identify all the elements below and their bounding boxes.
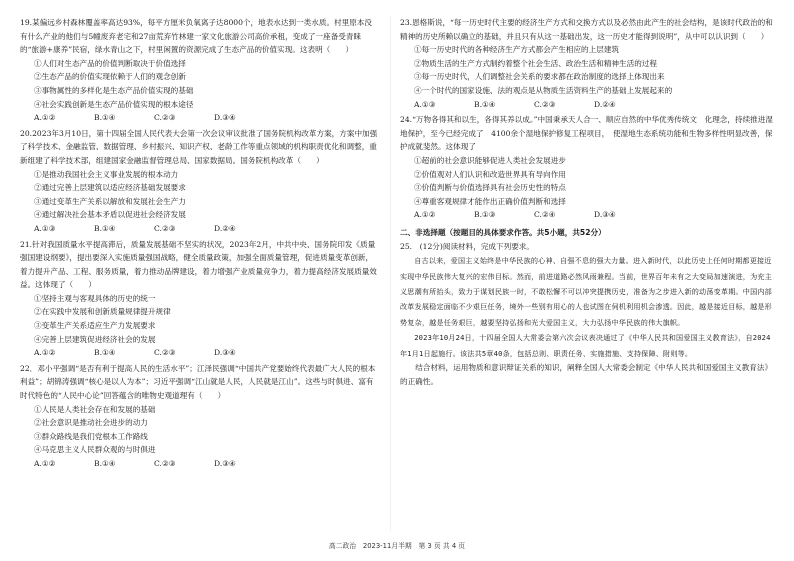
section-heading: 二、非选择题（按题目的具体要求作答。共5小题，共52分） xyxy=(400,227,606,237)
option-3: ③事物属性的多样化是生态产品价值实现的基础 xyxy=(34,85,194,95)
option-1: ①每一历史时代的各种经济生产方式都会产生相应的上层建筑 xyxy=(414,45,620,55)
question-20 xyxy=(20,127,378,236)
option-1: ①坚持主观与客观具体的历史的统一 xyxy=(34,293,156,303)
question-23 xyxy=(400,16,774,111)
left-column xyxy=(20,16,378,471)
answer-a: A.①③ xyxy=(34,223,56,233)
answer-choices xyxy=(400,98,774,112)
answer-a: A.①② xyxy=(34,348,56,358)
answer-d: D.②④ xyxy=(594,99,616,109)
answer-choices xyxy=(20,457,378,471)
question-stem: 21.针对我国质量水平提高滞后，质量发展基础不坚实的状况，2023年2月，中共中央、国务院印发《质量强国建设纲要》，提出要深入实施质量强国战略，健全质量政策，加强全面质量管理，促进质量变革创新，着力提升产品、工程、服务质量，着力推动品牌建设，着力增强产业质量竞争力，着力提高经济发展质量效益。这体现了（ ） xyxy=(20,239,377,290)
answer-choices xyxy=(20,111,378,125)
option-2: ②通过完善上层建筑以适应经济基础发展要求 xyxy=(34,183,186,193)
answer-choices xyxy=(20,222,378,236)
answer-d: D.②④ xyxy=(214,223,236,233)
answer-c: C.②③ xyxy=(534,99,556,109)
answer-b: B.①③ xyxy=(474,210,496,220)
material-paragraph-2: 2023年10月24日，十四届全国人大常委会第六次会议表决通过了《中华人民共和国爱国主义教育法》，自2024年1月1日起施行。该法共5章40条，包括总则、职责任务、实施措施、支持保障、附则等。 xyxy=(400,333,771,358)
question-stem: 23.恩格斯说，“每一历史时代主要的经济生产方式和交换方式以及必然由此产生的社会结构，是该时代政治的和精神的历史所赖以确立的基础，并且只有从这一基础出发，这一历史才能得到说明”，从中可以认识到（ ） xyxy=(400,18,773,41)
answer-c: C.②③ xyxy=(154,348,176,358)
answer-a: A.①③ xyxy=(414,99,436,109)
answer-a: A.①② xyxy=(34,459,56,468)
answer-c: C.②③ xyxy=(154,113,176,123)
option-2: ②生态产品的价值实现依赖于人们的观念创新 xyxy=(34,72,186,82)
question-requirement: 结合材料，运用物质和意识辩证关系的知识，阐释全国人大常委会制定《中华人民共和国爱国主义教育法》的正确性。 xyxy=(400,362,773,386)
answer-b: B.①④ xyxy=(94,223,116,233)
option-4: ④尊重客观规律才能作出正确价值判断和选择 xyxy=(414,196,566,206)
answer-choices xyxy=(400,208,774,222)
answer-c: C.②④ xyxy=(534,210,556,220)
option-3: ③群众路线是我们党根本工作路线 xyxy=(34,431,148,441)
right-column xyxy=(400,16,774,388)
option-4: ④通过解决社会基本矛盾以促进社会经济发展 xyxy=(34,210,186,220)
answer-b: B.①④ xyxy=(94,459,116,468)
material-paragraph-1: 自古以来，爱国主义始终是中华民族的心神、自强不息的强大力量。进入新时代，以此历史上任何时期都更接近实现中华民族伟大复兴的宏伟目标。然而，前进道路必然风雨兼程。当前，世界百年未有之大变局加速演进，为充主义思潮有所抬头，致力于谋划民族一时，不敢松懈不可以冲突提携历史，准备为之步进入新的动荡变革期。中国内部改革发展稳定面临不少艰巨任务，境外一些别有用心的人也试图在伺机利用机会渗透。因此，越是接近目标，越是形势复杂，越是任务艰巨，越要坚持弘扬和光大爱国主义，大力弘扬中华民族的伟大旗帜。 xyxy=(400,256,772,327)
answer-d: D.③④ xyxy=(594,210,616,220)
answer-b: B.①④ xyxy=(474,99,496,109)
question-21 xyxy=(20,238,378,360)
question-stem: 24.“万物各得其和以生，各得其养以成。”中国秉承天人合一、顺应自然的中华优秀传统文 化理念，持续推进湿地保护，至今已经完成了 4100余个湿地保护修复工程项目， 使湿地生态系统功能和生物多样性明显改善，保护成就斐然。这体现了 xyxy=(400,115,773,152)
question-19 xyxy=(20,16,378,125)
option-4: ④一个时代的国家设施、法的观点是从物质生活资料生产的基础上发展起来的 xyxy=(414,85,673,95)
question-stem: 19.某偏远乡村森林覆盖率高达93%，每平方厘米负氧离子达8000个，地表水达到一类水质。村里原本没有什么产业的他们与5幢废弃老宅和27亩荒弃竹林建一家文化旅游公司高价承租，变成了一座备受青睐的“旅游+康养”民宿，绿水青山之下，村里闲置的资源完成了生态产品的价值实现。这表明（ ） xyxy=(20,18,373,55)
option-2: ②价值观对人们认识和改造世界具有导向作用 xyxy=(414,169,566,179)
answer-c: C.②③ xyxy=(154,459,176,468)
option-4: ④马克思主义人民群众观的与时俱进 xyxy=(34,445,156,455)
option-2: ②社会意识是推动社会进步的动力 xyxy=(34,418,148,428)
option-1: ①是推动我国社会主义事业发展的根本动力 xyxy=(34,169,179,179)
column-divider xyxy=(390,16,391,531)
option-3: ③通过变革生产关系以解放和发展社会生产力 xyxy=(34,196,186,206)
option-2: ②在实践中发展和创新质量规律提升规律 xyxy=(34,307,171,317)
question-22 xyxy=(20,362,378,471)
answer-d: D.③④ xyxy=(214,348,236,358)
question-stem: 22．邓小平强调“是否有利于提高人民的生活水平”；江泽民强调“中国共产党要始终代表最广大人民的根本利益”；胡锦涛强调“核心是以人为本”；习近平强调“江山就是人民，人民就是江山”。这些与时俱进、富有时代特色的“人民中心论”回答蕴含的唯物史观道理有（ ） xyxy=(20,363,376,401)
answer-d: D.③④ xyxy=(214,113,236,123)
option-2: ②物质生活的生产方式制约着整个社会生活、政治生活和精神生活的过程 xyxy=(414,58,657,68)
option-1: ①超前的社会意识能够促进人类社会发展进步 xyxy=(414,155,566,165)
question-25 xyxy=(400,240,774,389)
option-1: ①人们对生态产品的价值判断取决于价值选择 xyxy=(34,58,186,68)
answer-a: A.①② xyxy=(34,113,56,123)
answer-c: C.②③ xyxy=(154,223,176,233)
option-4: ④社会实践创新是生态产品价值实现的根本途径 xyxy=(34,99,194,109)
answer-b: B.①④ xyxy=(94,113,116,123)
option-3: ③价值判断与价值选择具有社会历史性的特点 xyxy=(414,183,566,193)
answer-d: D.③④ xyxy=(214,459,236,468)
answer-b: B.①④ xyxy=(94,348,116,358)
option-3: ③变革生产关系适应生产力发展要求 xyxy=(34,321,156,331)
question-stem: 25. (12分)阅读材料，完成下列要求。 xyxy=(400,241,534,251)
answer-a: A.①② xyxy=(414,210,436,220)
option-3: ③每一历史时代，人们调整社会关系的要求都在政治制度的选择上体现出来 xyxy=(414,72,665,82)
option-4: ④完善上层建筑促进经济社会的发展 xyxy=(34,334,156,344)
question-stem: 20.2023年3月10日，第十四届全国人民代表大会第一次会议审议批准了国务院机构改革方案，方案中加强了科学技术、金融监管、数据管理、乡村振兴、知识产权、老龄工作等重点领域的机构职责优化和调整，重新组建了科学技术部，组建国家金融监督管理总局、国家数据局。国务院机构改革（ ） xyxy=(20,128,378,165)
page-footer: 高二政治 2023-11月半期 第 3 页 共 4 页 xyxy=(328,542,466,550)
answer-choices xyxy=(20,346,378,360)
option-1: ①人民是人类社会存在和发展的基础 xyxy=(34,404,156,414)
question-24 xyxy=(400,113,774,222)
